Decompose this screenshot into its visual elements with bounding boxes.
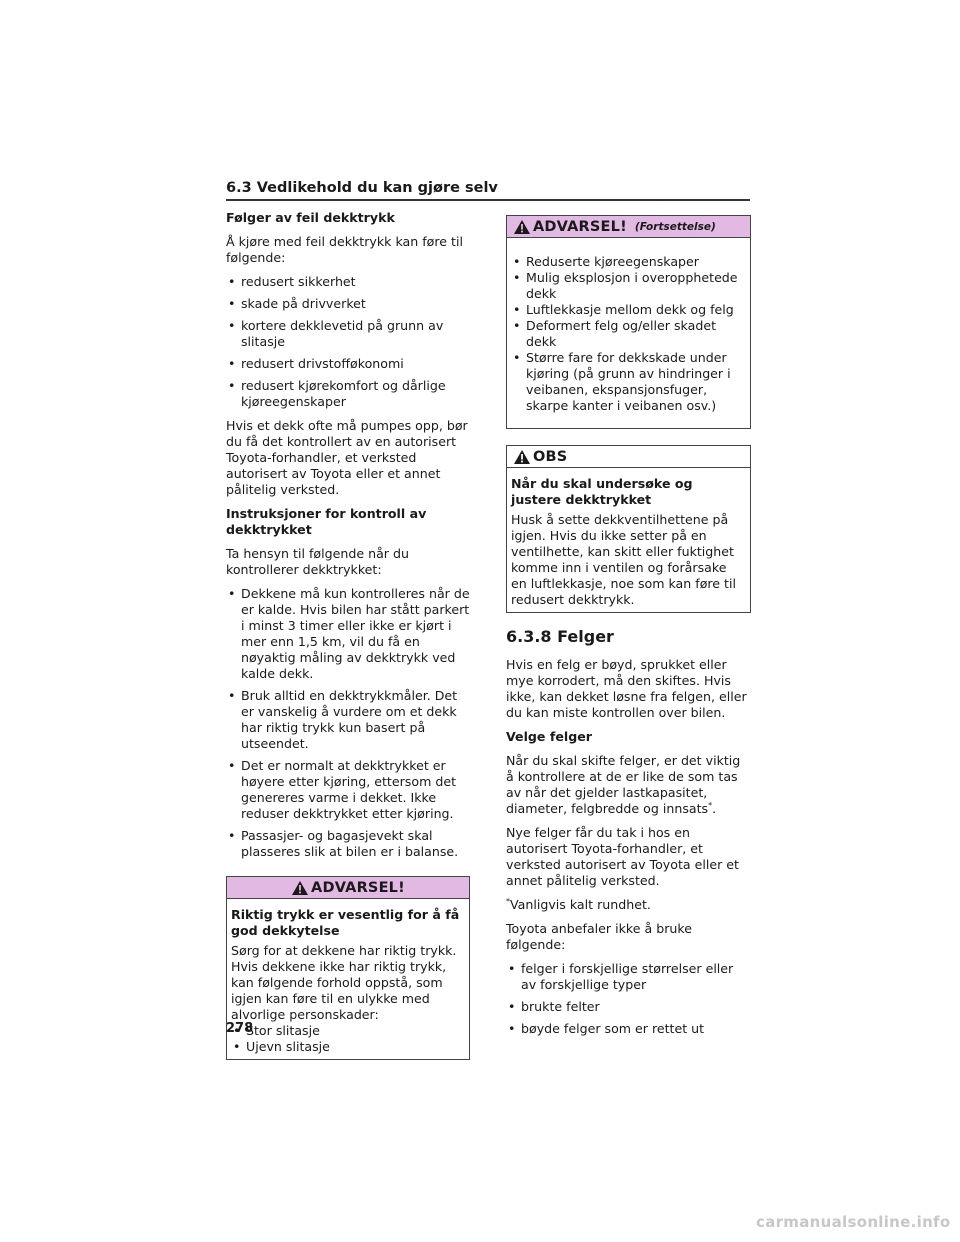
instructions-list: [226, 586, 470, 860]
paragraph: Nye felger får du tak i hos en autorisert Toyota-forhandler, et verksted autorisert av Toyota eller et annet pålitelig verksted.: [506, 825, 739, 888]
list-item: • brukte felter: [506, 999, 751, 1015]
warning-header: [507, 216, 750, 238]
paragraph: [506, 753, 751, 817]
list-item: • Bruk alltid en dekktrykkmåler. Det er vanskelig å vurdere om et dekk har riktig trykk kun basert på utseendet.: [226, 688, 470, 752]
subheading-wrong-pressure: Følger av feil dekktrykk: [226, 210, 395, 225]
subheading-choose-rims: Velge felger: [506, 729, 592, 744]
list-item: • Ujevn slitasje: [231, 1039, 465, 1055]
warning-text: Sørg for at dekkene har riktig trykk. Hvis dekkene ikke har riktig trykk, kan følgende forhold oppstå, som igjen kan føre til en ulykke med alvorlige personskader:: [231, 943, 457, 1022]
list-item: • redusert sikkerhet: [226, 274, 470, 290]
notice-box: [506, 445, 751, 613]
warning-box-continued: [506, 215, 751, 429]
warning-body: [507, 238, 750, 428]
header-divider: [226, 199, 750, 201]
notice-header: [507, 446, 750, 468]
list-item: • redusert kjørekomfort og dårlige kjøreegenskaper: [226, 378, 470, 410]
page-number: 278: [226, 1021, 254, 1036]
list-item: • felger i forskjellige størrelser eller av forskjellige typer: [506, 961, 751, 993]
warning-list: [511, 254, 746, 414]
list-item: • Reduserte kjøreegenskaper: [511, 254, 746, 270]
list-item: • Dekkene må kun kontrolleres når de er kalde. Hvis bilen har stått parkert i minst 3 timer eller ikke er kjørt i mer enn 1,5 km, vil du få en nøyaktig måling av dekktrykk ved kalde dekk.: [226, 586, 470, 682]
footnote-text: Vanligvis kalt rundhet.: [510, 897, 651, 912]
subheading-instructions: Instruksjoner for kontroll av dekktrykket: [226, 506, 427, 537]
paragraph: Hvis en felg er bøyd, sprukket eller mye korrodert, må den skiftes. Hvis ikke, kan dekket løsne fra felgen, eller du kan miste kontrollen over bilen.: [506, 657, 747, 720]
list-item: • kortere dekklevetid på grunn av slitasje: [226, 318, 470, 350]
list-item: • Luftlekkasje mellom dekk og felg: [511, 302, 746, 318]
list-item: • Det er normalt at dekktrykket er høyere etter kjøring, ettersom det genereres varme i dekket. Ikke reduser dekktrykket etter kjøring.: [226, 758, 470, 822]
page-header: [226, 179, 750, 197]
footnote-marker: *: [506, 896, 510, 906]
list-item: • Mulig eksplosjon i overopphetede dekk: [511, 270, 746, 302]
left-column: [226, 210, 470, 1070]
warning-triangle-icon: [513, 449, 531, 465]
footnote: [506, 897, 751, 913]
consequences-list: [226, 274, 470, 410]
paragraph: Ta hensyn til følgende når du kontrollerer dekktrykket:: [226, 546, 409, 577]
paragraph-end: .: [712, 801, 717, 816]
warning-label: ADVARSEL!: [311, 879, 405, 896]
list-item: • bøyde felger som er rettet ut: [506, 1021, 751, 1037]
list-item: • skade på drivverket: [226, 296, 470, 312]
warning-list: [231, 1023, 465, 1055]
paragraph: Hvis et dekk ofte må pumpes opp, bør du få det kontrollert av en autorisert Toyota-forhandler, et verksted autorisert av Toyota eller et annet pålitelig verksted.: [226, 418, 468, 497]
notice-label: OBS: [533, 448, 568, 465]
list-item: • Deformert felg og/eller skadet dekk: [511, 318, 746, 350]
paragraph: Toyota anbefaler ikke å bruke følgende:: [506, 921, 692, 952]
paragraph: Å kjøre med feil dekktrykk kan føre til følgende:: [226, 234, 463, 265]
warning-heading: Riktig trykk er vesentlig for å få god dekkytelse: [231, 907, 460, 938]
list-item: • Stor slitasje: [231, 1023, 465, 1039]
section-title-rims: 6.3.8 Felger: [506, 627, 614, 646]
notice-body: [507, 468, 750, 612]
warning-triangle-icon: [291, 880, 309, 896]
footnote-marker: *: [708, 800, 713, 810]
not-recommended-list: [506, 961, 751, 1037]
list-item: • Passasjer- og bagasjevekt skal plasseres slik at bilen er i balanse.: [226, 828, 470, 860]
warning-body: [227, 899, 469, 1059]
notice-text: Husk å sette dekkventilhettene på igjen. Hvis du ikke setter på en ventilhette, kan skitt eller fuktighet komme inn i ventilen og forårsake en luftlekkasje, noe som kan føre til redusert dekktrykk.: [511, 512, 736, 607]
warning-label: ADVARSEL!: [533, 218, 627, 235]
watermark: carmanualsonline.info: [756, 1213, 951, 1231]
warning-box: [226, 876, 470, 1060]
notice-heading: Når du skal undersøke og justere dekktrykket: [511, 476, 693, 507]
right-column: [506, 215, 751, 1045]
warning-header: [227, 877, 469, 899]
section-heading: 6.3 Vedlikehold du kan gjøre selv: [226, 180, 498, 196]
continued-label: (Fortsettelse): [634, 220, 716, 233]
list-item: • Større fare for dekkskade under kjøring (på grunn av hindringer i veibanen, ekspansjonsfuger, skarpe kanter i veibanen osv.): [511, 350, 746, 414]
list-item: • redusert drivstofføkonomi: [226, 356, 470, 372]
warning-triangle-icon: [513, 219, 531, 235]
paragraph-text: Når du skal skifte felger, er det viktig å kontrollere at de er like de som tas av når det gjelder lastkapasitet, diameter, felgbredde og innsats: [506, 753, 741, 816]
